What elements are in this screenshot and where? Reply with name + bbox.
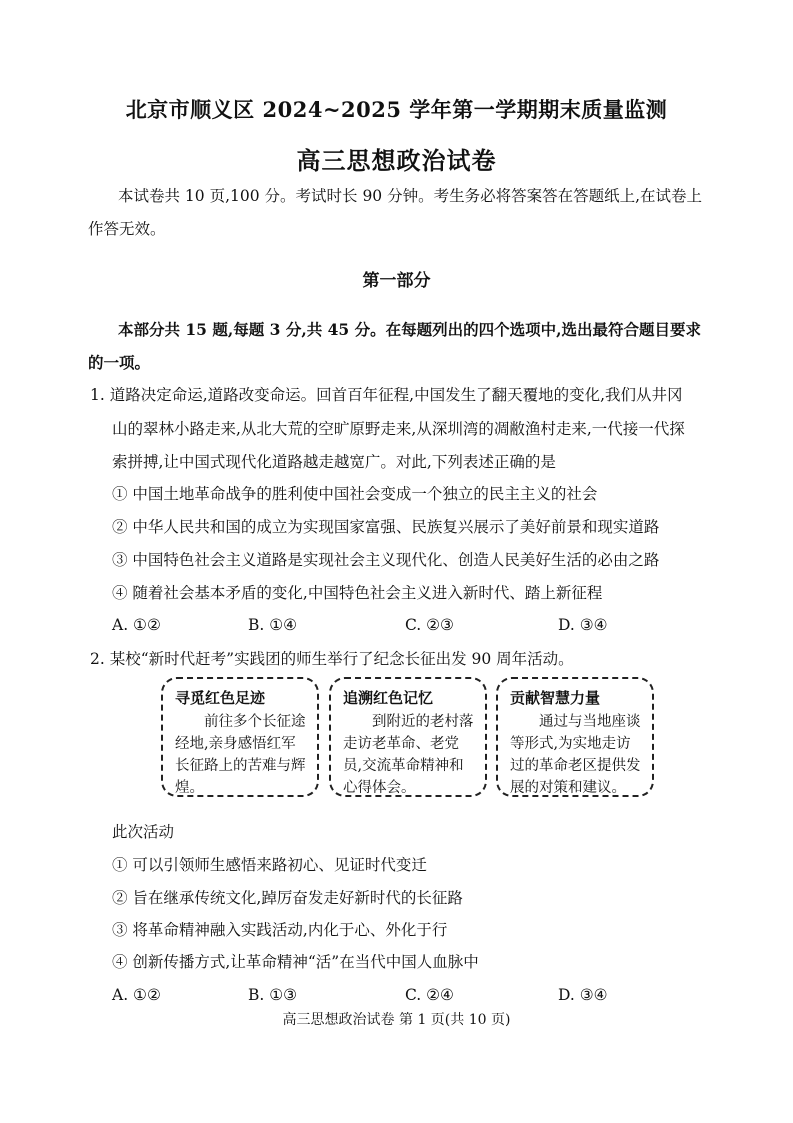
- part-heading: 第一部分: [362, 271, 431, 291]
- q1-option-d[interactable]: D. ③④: [558, 616, 608, 634]
- q1-stem-line-2: 山的翠林小路走来,从北大荒的空旷原野走来,从深圳湾的凋敝渔村走来,一代接一代探: [112, 420, 685, 438]
- q2-statement-4: ④ 创新传播方式,让革命精神“活”在当代中国人血脉中: [112, 953, 479, 971]
- page-footer: 高三思想政治试卷 第 1 页(共 10 页): [282, 1012, 511, 1028]
- part-instruction-line-1: 本部分共 15 题,每题 3 分,共 45 分。在每题列出的四个选项中,选出最符合题目要求: [118, 320, 701, 339]
- activity-box-3: [496, 677, 654, 797]
- activity-box-2-text: 到附近的老村落走访老革命、老党员,交流革命精神和心得体会。: [343, 714, 474, 796]
- activity-box-2: [329, 677, 487, 797]
- intro-line-2: 作答无效。: [88, 220, 166, 238]
- activity-box-1-title: 寻觅红色足迹: [175, 689, 266, 707]
- q1-option-c[interactable]: C. ②③: [405, 616, 454, 634]
- q1-option-a[interactable]: A. ①②: [112, 616, 161, 634]
- part-instruction-line-2: 的一项。: [88, 353, 151, 372]
- q1-statement-2: ② 中华人民共和国的成立为实现国家富强、民族复兴展示了美好前景和现实道路: [112, 518, 660, 536]
- activity-box-1-text: 前往多个长征途经地,亲身感悟红军长征路上的苦难与辉煌。: [175, 714, 306, 796]
- q1-stem-line-3: 索拼搏,让中国式现代化道路越走越宽广。对此,下列表述正确的是: [112, 453, 556, 471]
- q1-option-b[interactable]: B. ①④: [248, 616, 298, 634]
- q1-statement-4: ④ 随着社会基本矛盾的变化,中国特色社会主义进入新时代、踏上新征程: [112, 584, 603, 602]
- q2-option-d[interactable]: D. ③④: [558, 986, 608, 1004]
- q1-statement-3: ③ 中国特色社会主义道路是实现社会主义现代化、创造人民美好生活的必由之路: [112, 551, 660, 569]
- q2-statement-3: ③ 将革命精神融入实践活动,内化于心、外化于行: [112, 921, 448, 939]
- intro-line-1: 本试卷共 10 页,100 分。考试时长 90 分钟。考生务必将答案答在答题纸上,在试卷上: [118, 187, 703, 205]
- q2-option-a[interactable]: A. ①②: [112, 986, 161, 1004]
- q2-statement-1: ① 可以引领师生感悟来路初心、见证时代变迁: [112, 856, 427, 874]
- activity-box-3-text: 通过与当地座谈等形式,为实地走访过的革命老区提供发展的对策和建议。: [510, 714, 641, 796]
- q2-statement-2: ② 旨在继承传统文化,踔厉奋发走好新时代的长征路: [112, 889, 463, 907]
- q1-statement-1: ① 中国土地革命战争的胜利使中国社会变成一个独立的民主主义的社会: [112, 485, 598, 503]
- q1-stem-line-1: 1. 道路决定命运,道路改变命运。回首百年征程,中国发生了翻天覆地的变化,我们从井冈: [90, 386, 683, 404]
- exam-subtitle: 高三思想政治试卷: [296, 146, 497, 175]
- q2-stem: 2. 某校“新时代赶考”实践团的师生举行了纪念长征出发 90 周年活动。: [90, 650, 574, 668]
- q2-lead: 此次活动: [112, 823, 175, 841]
- exam-title: 北京市顺义区 2024~2025 学年第一学期期末质量监测: [125, 97, 668, 122]
- q2-option-c[interactable]: C. ②④: [405, 986, 454, 1004]
- activity-box-2-title: 追溯红色记忆: [343, 689, 434, 707]
- activity-box-3-title: 贡献智慧力量: [510, 689, 601, 707]
- activity-box-1: [161, 677, 319, 797]
- q2-option-b[interactable]: B. ①③: [248, 986, 298, 1004]
